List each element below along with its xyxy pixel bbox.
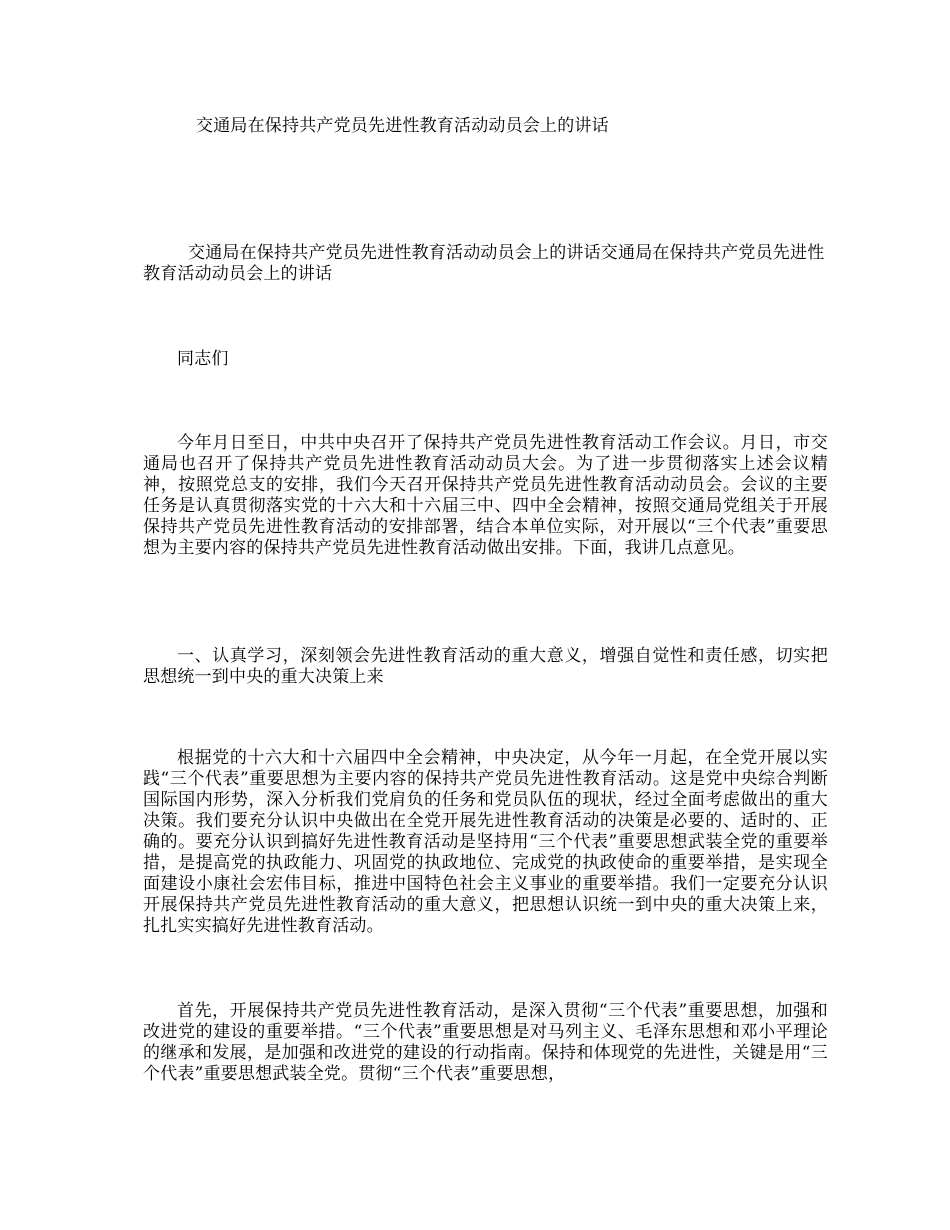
document-subtitle: 交通局在保持共产党员先进性教育活动动员会上的讲话交通局在保持共产党员先进性教育活动动员会上的讲话: [143, 243, 825, 284]
paragraph-body: 根据党的十六大和十六届四中全会精神，中央决定，从今年一月起，在全党开展以实践“三个代表”重要思想为主要内容的保持共产党员先进性教育活动。这是党中央综合判断国际国内形势，深入分析我们党肩负的任务和党员队伍的现状，经过全面考虑做出的重大决策。我们要充分认识中央做出在全党开展先进性教育活动的决策是必要的、适时的、正确的。要充分认识到搞好先进性教育活动是坚持用“三个代表”重要思想武装全党的重要举措，是提高党的执政能力、巩固党的执政地位、完成党的执政使命的重要举措，是实现全面建设小康社会宏伟目标，推进中国特色社会主义事业的重要举措。我们一定要充分认识开展保持共产党员先进性教育活动的重大意义，把思想认识统一到中央的重大决策上来，扎扎实实搞好先进性教育活动。: [143, 748, 828, 936]
document-title: 交通局在保持共产党员先进性教育活动动员会上的讲话: [196, 116, 609, 136]
paragraph-intro: 今年月日至日，中共中央召开了保持共产党员先进性教育活动工作会议。月日，市交通局也召开了保持共产党员先进性教育活动动员大会。为了进一步贯彻落实上述会议精神，按照党总支的安排，我们今天召开保持共产党员先进性教育活动动员会。会议的主要任务是认真贯彻落实党的十六大和十六届三中、四中全会精神，按照交通局党组关于开展保持共产党员先进性教育活动的安排部署，结合本单位实际，对开展以“三个代表”重要思想为主要内容的保持共产党员先进性教育活动做出安排。下面，我讲几点意见。: [143, 433, 828, 558]
paragraph-first-point: 首先，开展保持共产党员先进性教育活动，是深入贯彻“三个代表”重要思想，加强和改进党的建设的重要举措。“三个代表”重要思想是对马列主义、毛泽东思想和邓小平理论的继承和发展，是加强和改进党的建设的行动指南。保持和体现党的先进性，关键是用“三个代表”重要思想武装全党。贯彻“三个代表”重要思想，: [143, 1001, 828, 1084]
greeting: 同志们: [177, 349, 229, 369]
section-heading-one: 一、认真学习，深刻领会先进性教育活动的重大意义，增强自觉性和责任感，切实把思想统一到中央的重大决策上来: [143, 646, 828, 687]
